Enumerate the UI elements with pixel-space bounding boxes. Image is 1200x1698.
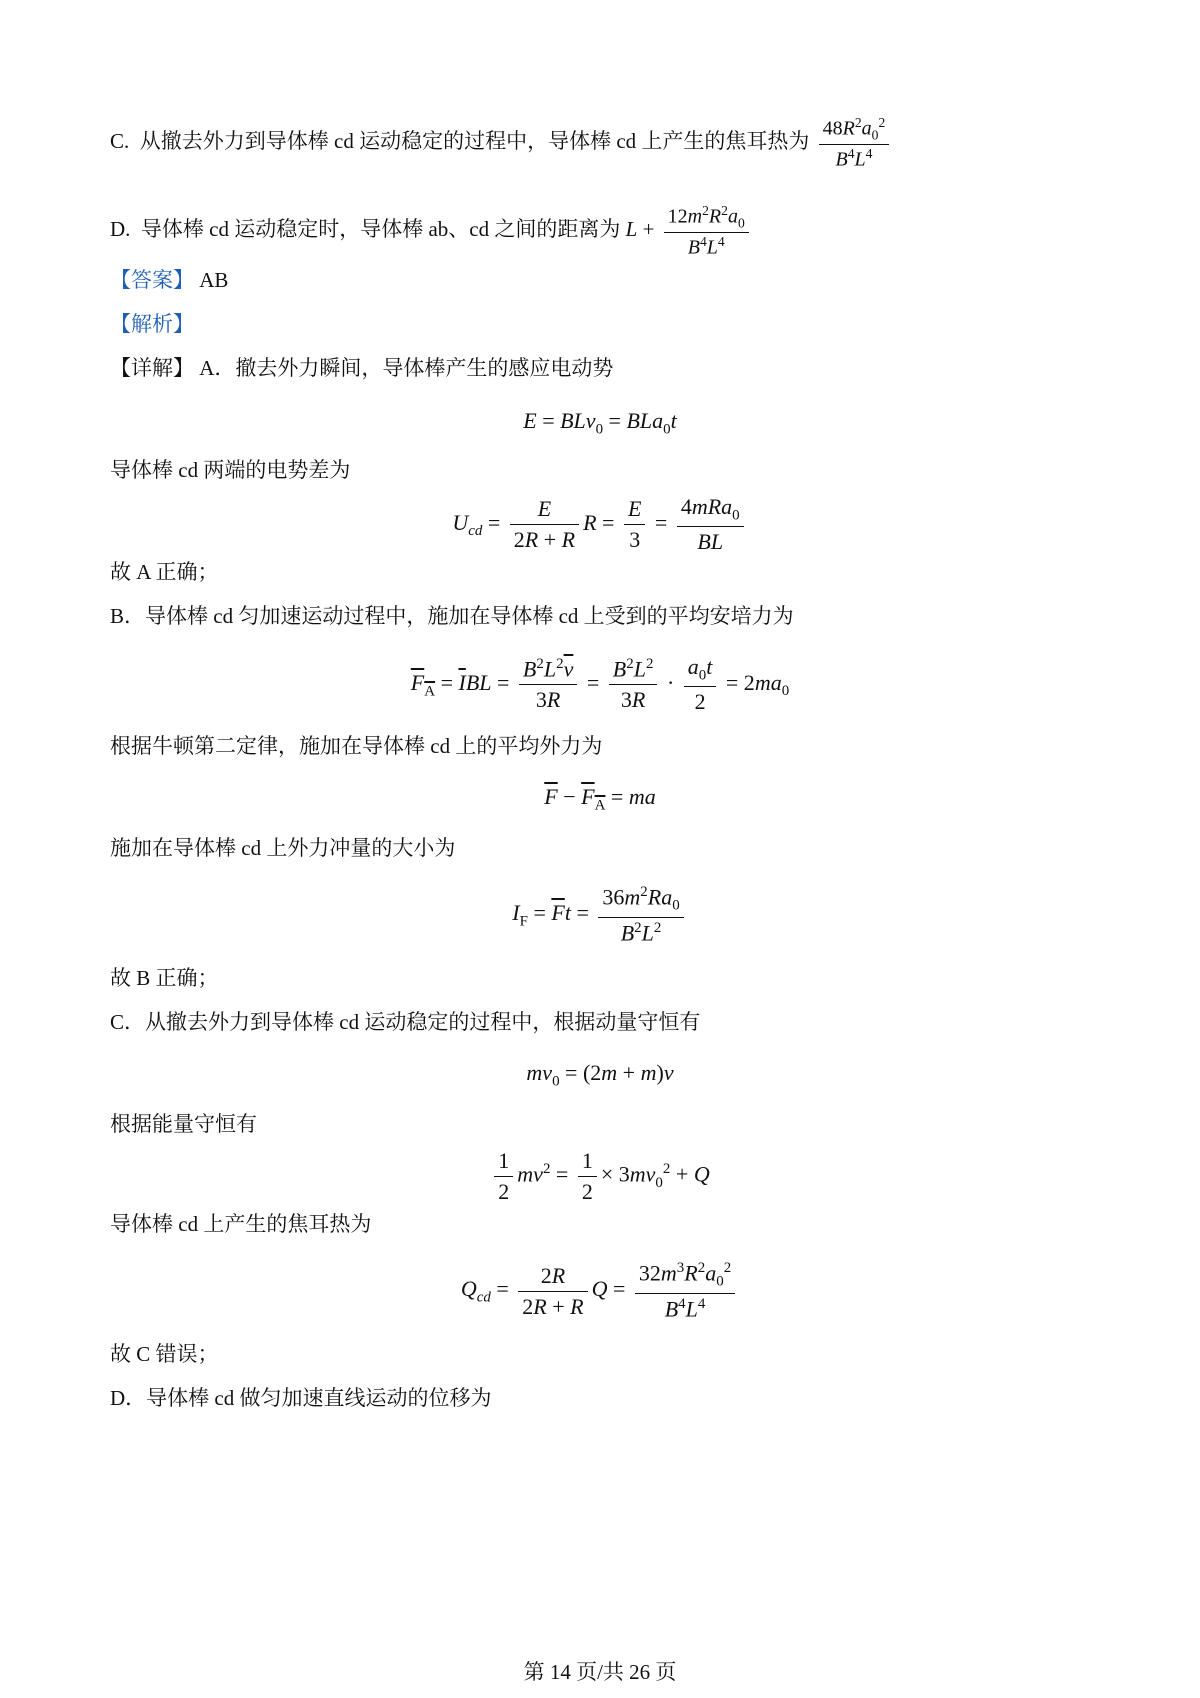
detail-text: A．撤去外力瞬间，导体棒产生的感应电动势 bbox=[199, 356, 614, 380]
equation-joule: $Q_{cd}$ = $\frac{2R}{2R + R}$ Q = $\frac{32m^3R^2a_0^2}{B^4L^4}$ bbox=[0, 1260, 1200, 1322]
para-c: C．从撤去外力到导体棒 cd 运动稳定的过程中，根据动量守恒有 bbox=[110, 1010, 701, 1034]
answer-tag: 【答案】 bbox=[110, 268, 194, 292]
detail-line bbox=[110, 358, 613, 379]
option-c-formula: $\frac{48R^2a_0^2}{B^4L^4}$ bbox=[819, 116, 890, 170]
equation-momentum: $mv_0 = (2m + m)v$ bbox=[526, 1060, 674, 1090]
option-d-text: 导体棒 cd 运动稳定时，导体棒 ab、cd 之间的距离为 bbox=[140, 216, 621, 241]
para-b: B．导体棒 cd 匀加速运动过程中，施加在导体棒 cd 上受到的平均安培力为 bbox=[110, 604, 794, 628]
para-joule: 导体棒 cd 上产生的焦耳热为 bbox=[110, 1212, 372, 1236]
option-d-formula: $\frac{12m^2R^2a_0}{B^4L^4}$ bbox=[664, 204, 749, 258]
equation-energy: $\frac{1}{2}$ $mv^2$ = $\frac{1}{2}$ × $3mv_0^2 + Q$ bbox=[0, 1148, 1200, 1205]
para-d: D．导体棒 cd 做匀加速直线运动的位移为 bbox=[110, 1386, 492, 1410]
page-footer: 第 14 页/共 26 页 bbox=[523, 1660, 677, 1684]
equation-emf: E = BLv$_0$ = BLa$_0$t bbox=[523, 408, 677, 438]
option-d: D. 导体棒 cd 运动稳定时，导体棒 ab、cd 之间的距离为 L + $\frac{12m^2R^2a_0}{B^4L^4}$ bbox=[110, 204, 753, 258]
option-c-label: C. bbox=[110, 128, 130, 153]
equation-ucd: $U_{cd}$ = $\frac{E}{2R + R}$ R = $\frac{E}{3}$ = $\frac{4mRa_0}{BL}$ bbox=[0, 494, 1200, 555]
option-c-text: 从撤去外力到导体棒 cd 运动稳定的过程中，导体棒 cd 上产生的焦耳热为 bbox=[139, 128, 810, 153]
detail-tag: 【详解】 bbox=[110, 356, 194, 380]
analysis-tag: 【解析】 bbox=[110, 312, 194, 336]
conclusion-c: 故 C 错误； bbox=[110, 1342, 219, 1366]
conclusion-b: 故 B 正确； bbox=[110, 966, 219, 990]
equation-impulse: $I_F = \overline{F}t$ = $\frac{36m^2Ra_0}{B^2L^2}$ bbox=[0, 884, 1200, 946]
option-d-label: D. bbox=[110, 216, 131, 241]
conclusion-a: 故 A 正确； bbox=[110, 560, 219, 584]
answer-line bbox=[110, 270, 228, 291]
answer-value: AB bbox=[199, 268, 229, 292]
para-energy: 根据能量守恒有 bbox=[110, 1112, 257, 1136]
option-c bbox=[110, 116, 893, 170]
equation-newton: $\overline{F} - F_A$ = ma bbox=[544, 784, 656, 814]
para-impulse: 施加在导体棒 cd 上外力冲量的大小为 bbox=[110, 836, 456, 860]
para-ucd: 导体棒 cd 两端的电势差为 bbox=[110, 458, 351, 482]
para-newton: 根据牛顿第二定律，施加在导体棒 cd 上的平均外力为 bbox=[110, 734, 603, 758]
equation-ampere-force: $F_A = \overline{I}BL$ = $\frac{B^2L^2\overline{v}}{3R}$ = $\frac{B^2L^2}{3R}$ · $\frac{a_0t}{2}$ = $2ma_0$ bbox=[410, 654, 790, 715]
